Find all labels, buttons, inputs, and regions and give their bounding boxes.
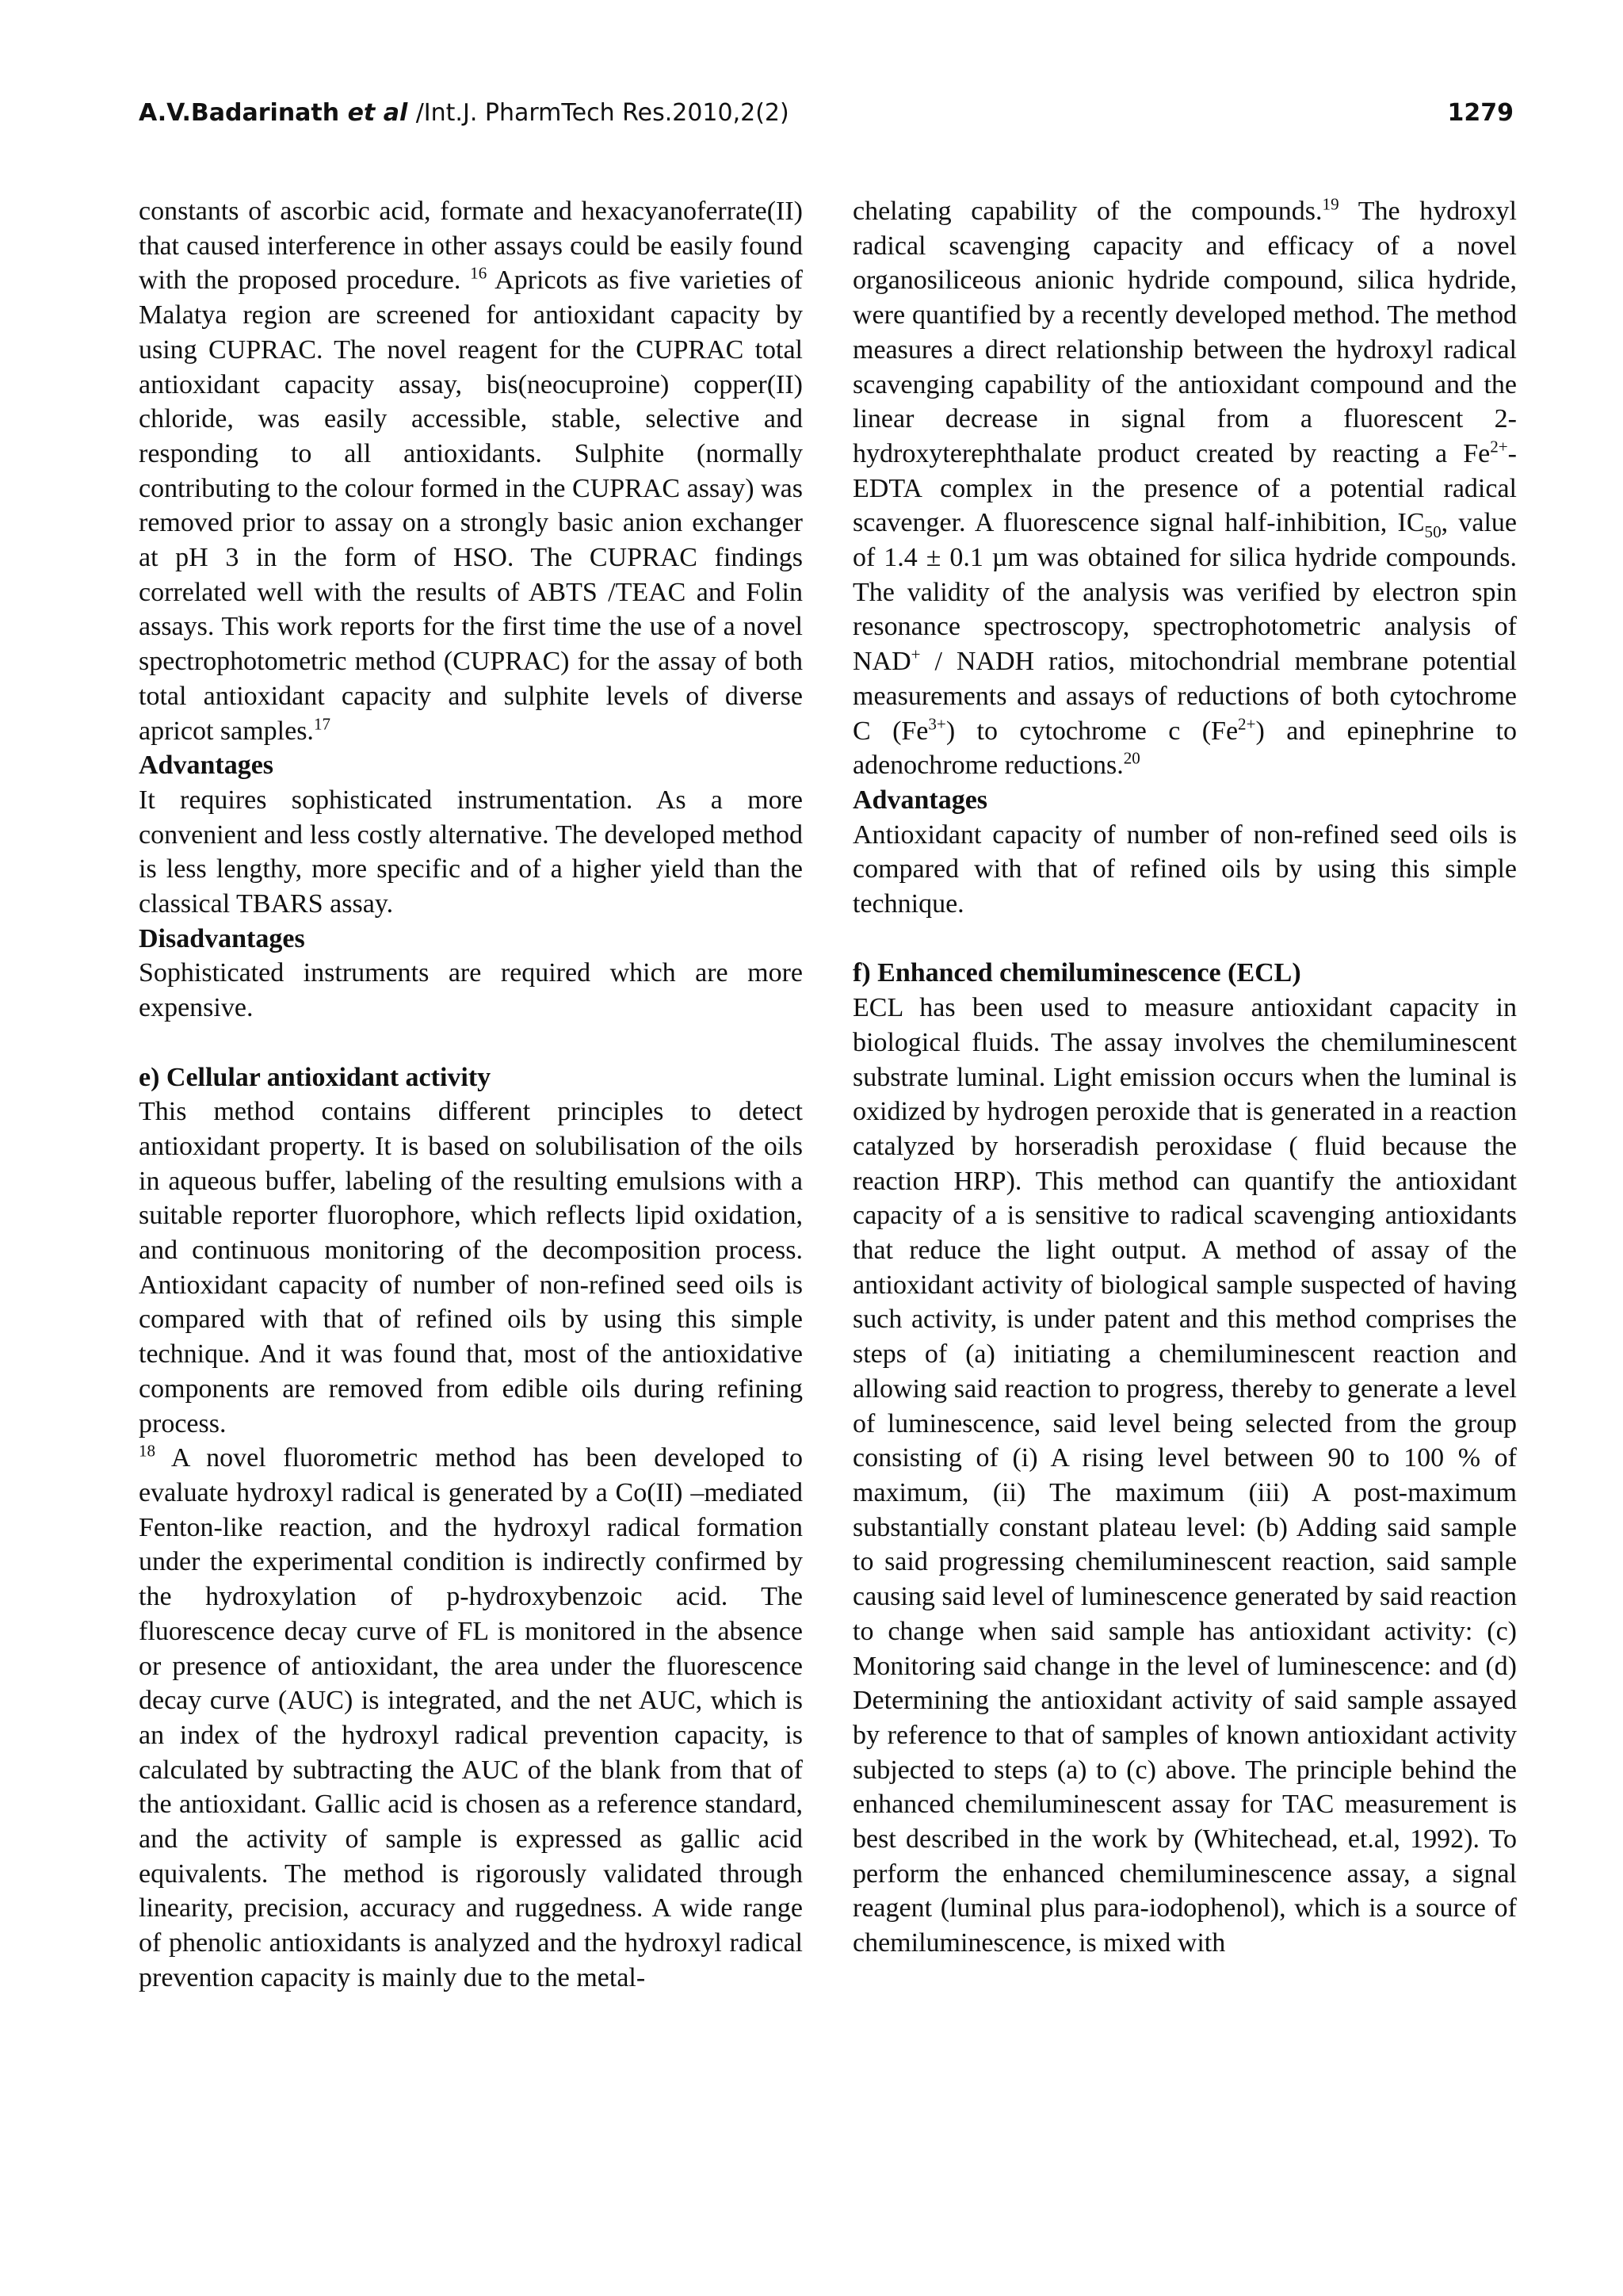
running-header	[139, 95, 1514, 132]
right-column	[853, 194, 1517, 1961]
text-span: The hydroxyl radical scavenging capacity and efficacy of a novel organosiliceous anionic hydride compound, silica hydride, were quantified by a recently developed method. The method measures a direct relationship between the hydroxyl radical scavenging capability of the antioxidant compound and the linear decrease in signal from a fluorescent 2-hydroxyterephthalate product created by reacting a Fe	[853, 197, 1518, 468]
text-span: , value of 1.4 ± 0.1 µm was obtained for silica hydride compounds. The validity of the analysis was verified by electron spin resonance spectroscopy, spectrophotometric analysis of NAD	[853, 508, 1517, 677]
citation-17: 17	[313, 714, 331, 734]
citation-20: 20	[1123, 748, 1140, 768]
text-span: ) to cytochrome c (Fe	[945, 716, 1239, 746]
text-span: Apricots as five varieties of Malatya region are screened for antioxidant capacity by using CUPRAC. The novel reagent for the CUPRAC total antioxidant capacity assay, bis(neocuproine) copper(II) chloride, was easily accessible, stable, selective and responding to all antioxidants. Sulphite (normally contributing to the colour formed in the CUPRAC assay) was removed prior to assay on a strongly basic anion exchanger at pH 3 in the form of HSO. The CUPRAC findings correlated well with the results of ABTS /TEAC and Folin assays. This work reports for the first time the use of a novel spectrophotometric method (CUPRAC) for the assay of both total antioxidant capacity and sulphite levels of diverse apricot samples.	[139, 266, 803, 746]
paragraph-advantages-right: Antioxidant capacity of number of non-refined seed oils is compared with that of refined oils by using this simple technique.	[853, 819, 1517, 919]
paragraph-cellular-antioxidant	[139, 1095, 803, 1995]
header-author: A.V.Badarinath	[139, 99, 340, 127]
header-etal: et al	[347, 99, 408, 127]
superscript: 2+	[1490, 437, 1508, 457]
superscript: 2+	[1238, 714, 1256, 734]
heading-section-e: e) Cellular antioxidant activity	[139, 1062, 491, 1092]
paragraph-disadvantages: Sophisticated instruments are required which are more expensive.	[139, 958, 803, 1023]
citation-16: 16	[470, 264, 487, 284]
subscript: 50	[1424, 522, 1442, 542]
spacer	[139, 1026, 803, 1060]
text-span: ) and epinephrine to adenochrome reductions.	[853, 716, 1517, 781]
heading-section-f: f) Enhanced chemiluminescence (ECL)	[853, 958, 1301, 988]
paragraph-cuprac	[139, 194, 803, 748]
page-number: 1279	[1447, 99, 1514, 127]
header-citation	[139, 95, 789, 132]
paragraph-silica-hydride	[853, 194, 1517, 783]
superscript: 3+	[928, 714, 946, 734]
heading-disadvantages: Disadvantages	[139, 923, 305, 953]
heading-advantages-left: Advantages	[139, 751, 274, 781]
text-span: This method contains different principles to detect antioxidant property. It is based on solubilisation of the oils in aqueous buffer, labeling of the resulting emulsions with a suitable reporter fluorophore, which reflects lipid oxidation, and continuous monitoring of the decomposition process. Antioxidant capacity of number of non-refined seed oils is compared with that of refined oils by using this simple technique. And it was found that, most of the antioxidative components are removed from edible oils during refining process.	[139, 1097, 803, 1438]
header-journal: /Int.J. PharmTech Res.2010,2(2)	[415, 99, 789, 127]
superscript: +	[911, 644, 921, 664]
citation-18: 18	[139, 1441, 156, 1461]
citation-19: 19	[1322, 194, 1339, 214]
left-column	[139, 194, 803, 1996]
paragraph-ecl: ECL has been used to measure antioxidant capacity in biological fluids. The assay involves the chemiluminescent substrate luminal. Light emission occurs when the luminal is oxidized by hydrogen peroxide that is generated in a reaction catalyzed by horseradish peroxidase ( fluid because the reaction HRP). This method can quantify the antioxidant capacity of a is sensitive to radical scavenging antioxidants that reduce the light output. A method of assay of the antioxidant activity of biological sample suspected of having such activity, is under patent and this method comprises the steps of (a) initiating a chemiluminescent reaction and allowing said reaction to progress, thereby to generate a level of luminescence, said level being selected from the group consisting of (i) A rising level between 90 to 100 % of maximum, (ii) The maximum (iii) A post-maximum substantially constant plateau level: (b) Adding said sample to said progressing chemiluminescent reaction, said sample causing said level of luminescence generated by said reaction to change when said sample has antioxidant activity: (c) Monitoring said change in the level of luminescence: and (d) Determining the antioxidant activity of said sample assayed by reference to that of samples of known antioxidant activity subjected to steps (a) to (c) above. The principle behind the enhanced chemiluminescent assay for TAC measurement is best described in the work by (Whitechead, et.al, 1992). To perform the enhanced chemiluminescence assay, a signal reagent (luminal plus para-iodophenol), which is a source of chemiluminescence, is mixed with	[853, 993, 1517, 1958]
text-span: / NADH ratios, mitochondrial membrane potential measurements and assays of reductions of both cytochrome C (Fe	[853, 647, 1517, 746]
text-span: constants of ascorbic acid, formate and hexacyanoferrate(II) that caused interference in other assays could be easily found with the proposed procedure.	[139, 197, 803, 296]
text-span: chelating capability of the compounds.	[853, 197, 1323, 226]
text-span: -EDTA complex in the presence of a potential radical scavenger. A fluorescence signal half-inhibition, IC	[853, 438, 1517, 538]
heading-advantages-right: Advantages	[853, 785, 988, 815]
paragraph-advantages-left: It requires sophisticated instrumentation. As a more convenient and less costly alternative. The developed method is less lengthy, more specific and of a higher yield than the classical TBARS assay.	[139, 785, 803, 919]
spacer	[853, 922, 1517, 957]
text-span: A novel fluorometric method has been developed to evaluate hydroxyl radical is generated by a Co(II) –mediated Fenton-like reaction, and the hydroxyl radical formation under the experimental condition is indirectly confirmed by the hydroxylation of p-hydroxybenzoic acid. The fluorescence decay curve of FL is monitored in the absence or presence of antioxidant, the area under the fluorescence decay curve (AUC) is integrated, and the net AUC, which is an index of the hydroxyl radical prevention capacity, is calculated by subtracting the AUC of the blank from that of the antioxidant. Gallic acid is chosen as a reference standard, and the activity of sample is expressed as gallic acid equivalents. The method is rigorously validated through linearity, precision, accuracy and ruggedness. A wide range of phenolic antioxidants is analyzed and the hydroxyl radical prevention capacity is mainly due to the metal-	[139, 1443, 803, 1992]
